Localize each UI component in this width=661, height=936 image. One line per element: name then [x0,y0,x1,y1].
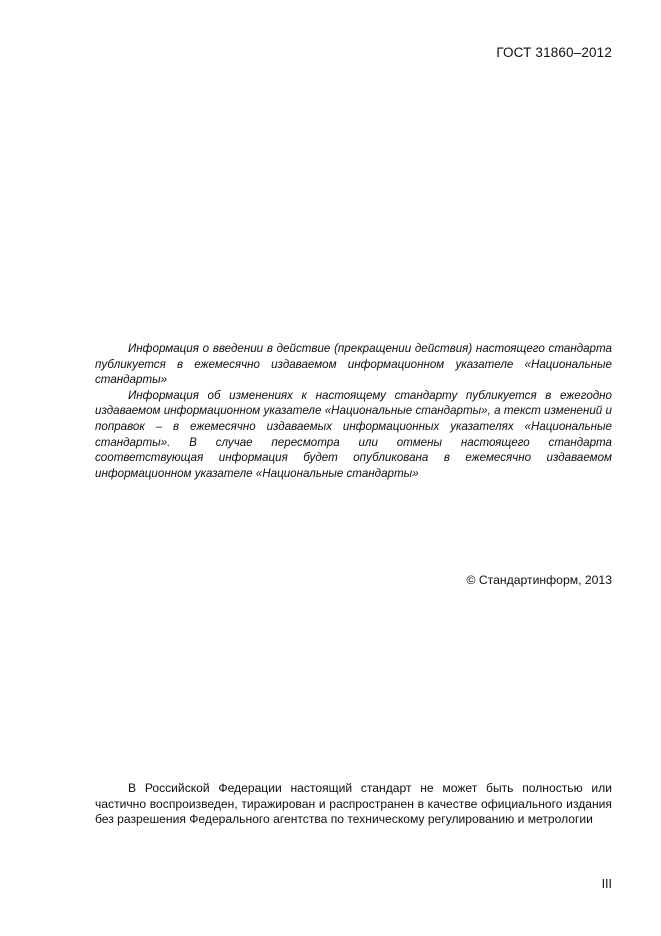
copyright-notice: © Стандартинформ, 2013 [466,573,612,587]
restriction-paragraph: В Российской Федерации настоящий стандарт не может быть полностью или частично воспроизведен, тиражирован и распространен в качестве официального издания без разрешения Федерального агентства по техническому регулированию и метрологии [95,781,612,827]
running-header-standard-number: ГОСТ 31860–2012 [496,45,612,60]
note-paragraph-amendments: Информация об изменениях к настоящему стандарту публикуется в ежегодно издаваемом информационном указателе «Национальные стандарты», а текст изменений и поправок – в ежемесячно издаваемых информационных указателях «Национальные стандарты». В случае пересмотра или отмены настоящего стандарта соответствующая информация будет опубликована в ежемесячно издаваемом информационном указателе «Национальные стандарты» [95,388,612,480]
page-number: III [601,877,612,891]
information-notes-block [95,341,612,481]
reproduction-restriction-block [95,781,612,828]
note-paragraph-enactment: Информация о введении в действие (прекращении действия) настоящего стандарта публикуется в ежемесячно издаваемом информационном указателе «Национальные стандарты» [95,342,612,387]
